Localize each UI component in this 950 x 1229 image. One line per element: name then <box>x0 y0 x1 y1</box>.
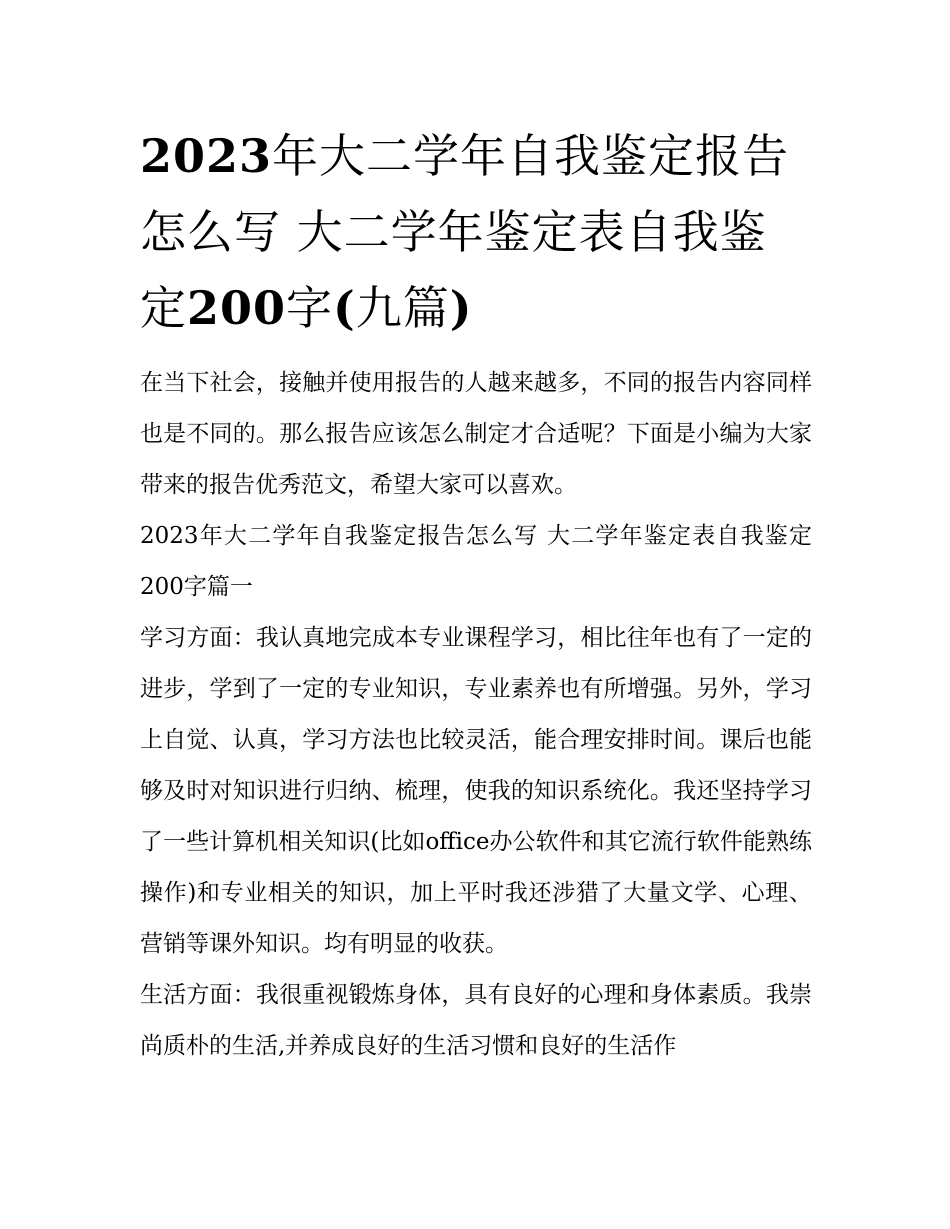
section-heading: 2023年大二学年自我鉴定报告怎么写 大二学年鉴定表自我鉴定200字篇一 <box>140 523 812 600</box>
study-paragraph: 学习方面：我认真地完成本专业课程学习，相比往年也有了一定的进步，学到了一定的专业知识，专业素养也有所增强。另外，学习上自觉、认真，学习方法也比较灵活，能合理安排时间。课后也能够及时对知识进行归纳、梳理，使我的知识系统化。我还坚持学习了一些计算机相关知识(比如office办公软件和其它流行软件能熟练操作)和专业相关的知识，加上平时我还涉猎了大量文学、心理、营销等课外知识。均有明显的收获。 <box>140 625 812 957</box>
intro-paragraph: 在当下社会，接触并使用报告的人越来越多，不同的报告内容同样也是不同的。那么报告应该怎么制定才合适呢？下面是小编为大家带来的报告优秀范文，希望大家可以喜欢。 <box>140 370 812 498</box>
document-title: 2023年大二学年自我鉴定报告怎么写 大二学年鉴定表自我鉴定200字(九篇) <box>140 129 790 335</box>
document-page <box>140 118 812 1072</box>
life-paragraph: 生活方面：我很重视锻炼身体，具有良好的心理和身体素质。我崇尚质朴的生活,并养成良好的生活习惯和良好的生活作 <box>140 982 812 1059</box>
